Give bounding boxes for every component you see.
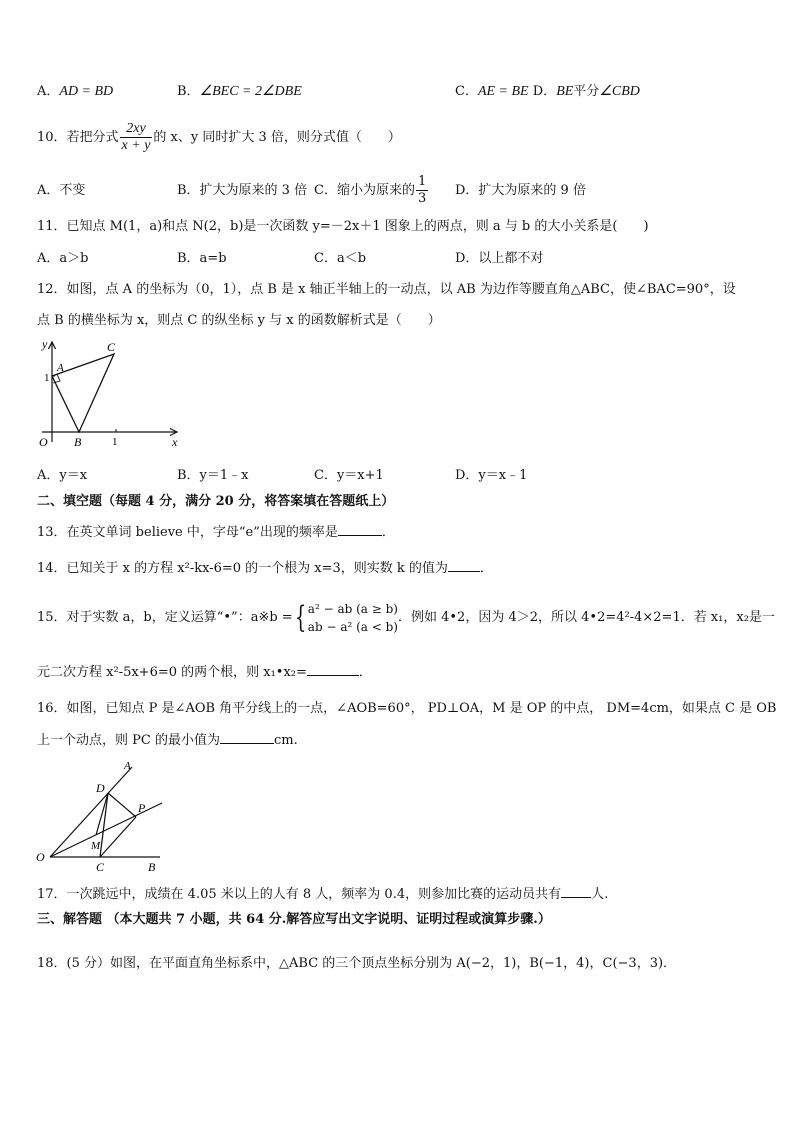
q10-option-a: A．不变 — [37, 183, 86, 198]
label-p: P — [138, 801, 146, 815]
q11-option-c: C．a＜b — [314, 251, 367, 266]
q17 — [37, 885, 608, 904]
q18: 18．(5 分）如图，在平面直角坐标系中，△ABC 的三个顶点坐标分别为 A(−2，1)，B(−1，4)，C(−3，3)． — [37, 956, 677, 971]
q15-cases — [308, 600, 398, 636]
label-o: O — [36, 850, 45, 864]
label-a: A — [57, 362, 64, 374]
q10-option-d: D．扩大为原来的 9 倍 — [455, 183, 586, 198]
q14 — [37, 559, 493, 578]
label-b: B — [74, 435, 82, 449]
q15-brace: { — [294, 599, 306, 635]
q16-line2-text: 上一个动点，则 PC 的最小值为 — [37, 733, 220, 748]
label-x: x — [172, 435, 178, 449]
q15-line1 — [37, 596, 775, 640]
q15-case2: ab − a² (a < b) — [307, 619, 398, 634]
q15-line2 — [37, 663, 372, 682]
q12-option-c: C．y＝x+1 — [314, 468, 384, 483]
q12-figure — [32, 334, 192, 449]
q9-option-a-expr: AD = BD — [59, 84, 114, 99]
q9-option-a-label: A． — [37, 84, 60, 99]
label-c: C — [96, 860, 105, 874]
section-3-heading: 三、解答题 （本大题共 7 小题，共 64 分.解答应写出文字说明、证明过程或演算步骤.） — [37, 912, 551, 927]
q9-option-b — [177, 83, 302, 101]
q9-option-d-label: D． — [532, 84, 557, 99]
q12-option-d: D．y＝x﹣1 — [455, 468, 528, 483]
q17-end: 人. — [591, 887, 609, 902]
q15-case1: a² − ab (a ≥ b) — [307, 601, 398, 616]
label-c: C — [107, 340, 116, 354]
q13-text: 13．在英文单词 believe 中，字母“e”出现的频率是 — [37, 525, 338, 540]
q9-option-b-label: B． — [177, 84, 200, 99]
q16-figure — [32, 757, 172, 875]
label-m: M — [91, 840, 101, 852]
q9-option-d-expr: BE — [556, 84, 574, 99]
q9-option-d-expr2: ∠CBD — [599, 84, 640, 99]
q12-option-b: B．y＝1﹣x — [177, 468, 249, 483]
q17-answer-blank[interactable] — [561, 885, 591, 898]
q10-frac-num: 2xy — [120, 121, 153, 138]
q16-line2 — [37, 731, 298, 750]
q16-end: cm. — [273, 733, 298, 748]
label-b: B — [148, 860, 156, 874]
q10-option-c-den: 3 — [417, 191, 427, 206]
q10-option-b: B．扩大为原来的 3 倍 — [177, 183, 308, 198]
q13-end: ． — [381, 525, 395, 540]
q9-option-c-label: C． — [455, 84, 478, 99]
q9-option-b-expr: ∠BEC = 2∠DBE — [199, 84, 302, 99]
label-y: y — [42, 337, 48, 351]
segment-dp — [108, 793, 136, 817]
q15-end: ． — [358, 665, 372, 680]
q16-line1: 16．如图，已知点 P 是∠AOB 角平分线上的一点，∠AOB=60°， PD⊥OA，M 是 OP 的中点， DM=4cm，如果点 C 是 OB — [37, 701, 777, 716]
q10-prefix: 10．若把分式 — [37, 130, 119, 145]
label-one-y: 1 — [44, 372, 50, 384]
q10-suffix: 的 x、y 同时扩大 3 倍，则分式值（ ） — [153, 130, 401, 145]
q10-stem — [37, 120, 401, 156]
q15-post: ．例如 4•2，因为 4＞2，所以 4•2=4²-4×2=1．若 x₁，x₂是一 — [397, 610, 775, 625]
q13 — [37, 523, 395, 542]
q14-answer-blank[interactable] — [448, 559, 480, 572]
q11-option-a: A．a＞b — [37, 251, 89, 266]
q12-option-a: A．y＝x — [37, 468, 88, 483]
q15-answer-blank[interactable] — [307, 663, 359, 676]
q14-end: ． — [479, 561, 493, 576]
q10-fraction — [120, 121, 153, 154]
q13-answer-blank[interactable] — [338, 523, 382, 536]
q12-stem-line2: 点 B 的横坐标为 x，则点 C 的纵坐标 y 与 x 的函数解析式是（ ） — [37, 313, 441, 328]
segment-dc — [100, 793, 108, 857]
label-o: O — [39, 435, 48, 449]
q10-option-c-num: 1 — [417, 174, 427, 189]
section-2-heading: 二、填空题（每题 4 分，满分 20 分，将答案填在答题纸上） — [37, 494, 395, 509]
q9-option-c-expr: AE = BE — [477, 84, 529, 99]
label-a: A — [124, 760, 131, 772]
q9-option-a — [37, 83, 113, 101]
q12-stem-line1: 12．如图，点 A 的坐标为（0，1），点 B 是 x 轴正半轴上的一动点，以 AB 为边作等腰直角△ABC，使∠BAC=90°，设 — [37, 282, 736, 297]
q10-option-c — [314, 173, 429, 209]
q11-stem: 11．已知点 M(1，a)和点 N(2，b)是一次函数 y=－2x＋1 图象上的两点，则 a 与 b 的大小关系是( ) — [37, 219, 649, 234]
q10-option-c-text: C．缩小为原来的 — [314, 183, 415, 198]
label-one-x: 1 — [112, 436, 118, 448]
q9-option-d-text: 平分 — [573, 84, 600, 99]
q10-frac-den: x + y — [121, 138, 151, 153]
q14-text: 14．已知关于 x 的方程 x²-kx-6=0 的一个根为 x=3，则实数 k 的值为 — [37, 561, 448, 576]
q17-text: 17．一次跳远中，成绩在 4.05 米以上的人有 8 人，频率为 0.4，则参加比赛的运动员共有 — [37, 887, 562, 902]
q16-answer-blank[interactable] — [220, 731, 274, 744]
q9-option-c-d — [455, 83, 640, 101]
q11-option-b: B．a=b — [177, 251, 227, 266]
q11-option-d: D．以上都不对 — [455, 251, 544, 266]
q15-pre: 15．对于实数 a，b，定义运算“•”：a※b = — [37, 610, 293, 625]
q10-option-c-fraction — [416, 174, 428, 207]
q15-line2-text: 元二次方程 x²-5x+6=0 的两个根，则 x₁•x₂= — [37, 665, 307, 680]
segment-cp — [100, 817, 136, 857]
label-d: D — [96, 781, 105, 795]
